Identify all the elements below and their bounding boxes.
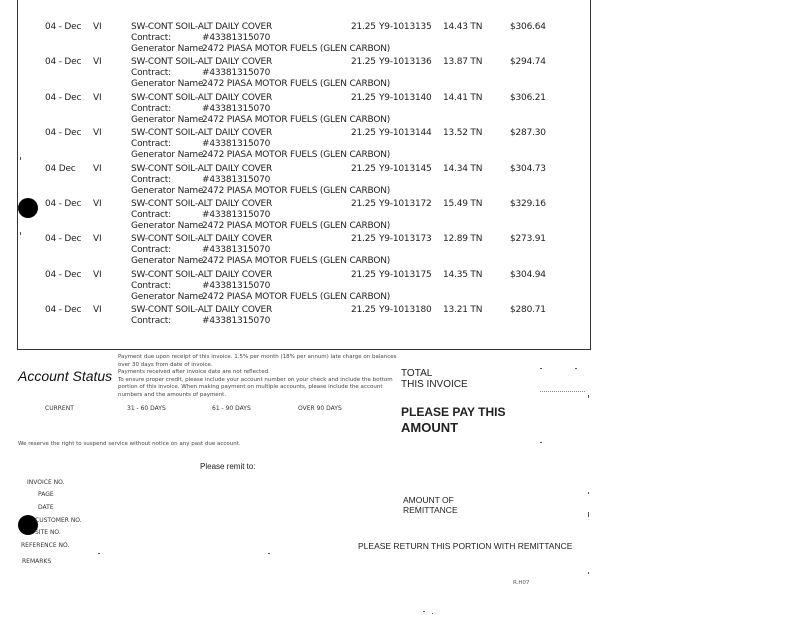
row-amount: $306.64 — [510, 22, 546, 32]
speck — [540, 368, 542, 369]
remit-field-label: REFERENCE NO. — [21, 542, 70, 549]
row-contract-number: #43381315070 — [202, 103, 271, 114]
row-description: SW-CONT SOIL-ALT DAILY COVER — [131, 305, 273, 316]
row-date: 04 - Dec — [45, 57, 82, 68]
row-contract-number: #43381315070 — [202, 245, 271, 256]
aging-61-90-label: 61 - 90 DAYS — [212, 405, 251, 412]
payment-terms-line: To ensure proper credit, please include your account number on your check and include the bottom — [118, 376, 393, 383]
row-contract-label: Contract: — [131, 316, 171, 327]
row-generator-label: Generator Name — [131, 150, 204, 161]
row-contract-label: Contract: — [131, 210, 171, 220]
row-amount: $306.21 — [510, 92, 546, 103]
row-generator-label: Generator Name — [131, 114, 204, 125]
speck — [540, 442, 542, 443]
row-generator-name: 2472 PIASA MOTOR FUELS (GLEN CARBON) — [202, 185, 391, 196]
speck — [20, 157, 21, 160]
payment-terms-line: over 30 days from date of invoice. — [118, 361, 213, 368]
row-quantity: 21.25 — [351, 305, 376, 316]
row-amount: $280.71 — [510, 305, 546, 316]
payment-terms-line: numbers and the amounts of payment. — [118, 391, 227, 398]
row-code: VI — [93, 163, 102, 174]
row-quantity: 21.25 — [351, 128, 376, 139]
row-code: VI — [93, 199, 102, 209]
row-quantity: 21.25 — [351, 234, 376, 245]
row-description: SW-CONT SOIL-ALT DAILY COVER — [131, 92, 273, 103]
amount-remittance-label-2: REMITTANCE — [403, 505, 458, 515]
row-tons: 13.52 TN — [443, 128, 483, 139]
row-ticket: Y9-1013173 — [379, 234, 432, 245]
row-contract-number: #43381315070 — [202, 139, 271, 150]
row-date: 04 - Dec — [45, 269, 82, 280]
punch-hole — [18, 198, 38, 218]
please-pay-label-2: AMOUNT — [401, 420, 459, 435]
row-date: 04 - Dec — [45, 234, 82, 245]
row-generator-label: Generator Name — [131, 221, 204, 231]
row-quantity: 21.25 — [351, 92, 376, 103]
speck — [423, 611, 425, 612]
row-date: 04 - Dec — [45, 128, 82, 139]
speck — [588, 492, 589, 494]
suspend-notice: We reserve the right to suspend service without notice on any past due account. — [18, 441, 241, 447]
row-description: SW-CONT SOIL-ALT DAILY COVER — [131, 163, 273, 174]
row-tons: 14.34 TN — [443, 163, 483, 174]
row-ticket: Y9-1013175 — [379, 269, 432, 280]
right-border — [590, 0, 591, 350]
row-quantity: 21.25 — [351, 163, 376, 174]
speck — [575, 368, 577, 369]
row-amount: $304.73 — [510, 163, 546, 174]
row-generator-name: 2472 PIASA MOTOR FUELS (GLEN CARBON) — [202, 221, 391, 231]
row-code: VI — [93, 128, 102, 139]
row-amount: $294.74 — [510, 57, 546, 68]
row-quantity: 21.25 — [351, 22, 376, 32]
row-contract-label: Contract: — [131, 103, 171, 114]
row-contract-label: Contract: — [131, 280, 171, 291]
speck — [588, 572, 589, 574]
remit-field-label: REMARKS — [22, 558, 52, 565]
payment-terms-line: Payments received after invoice date are not reflected. — [118, 369, 270, 375]
row-generator-name: 2472 PIASA MOTOR FUELS (GLEN CARBON) — [202, 44, 391, 54]
row-contract-number: #43381315070 — [202, 210, 271, 220]
row-description: SW-CONT SOIL-ALT DAILY COVER — [131, 57, 273, 68]
row-amount: $287.30 — [510, 128, 546, 139]
row-generator-name: 2472 PIASA MOTOR FUELS (GLEN CARBON) — [202, 150, 391, 161]
row-quantity: 21.25 — [351, 199, 376, 209]
row-contract-number: #43381315070 — [202, 280, 271, 291]
total-label-1: TOTAL — [401, 368, 433, 379]
speck — [268, 553, 270, 554]
row-description: SW-CONT SOIL-ALT DAILY COVER — [131, 199, 273, 209]
row-tons: 13.87 TN — [443, 57, 483, 68]
row-description: SW-CONT SOIL-ALT DAILY COVER — [131, 234, 273, 245]
row-date: 04 - Dec — [45, 305, 82, 316]
row-contract-label: Contract: — [131, 33, 171, 43]
row-tons: 13.21 TN — [443, 305, 483, 316]
row-description: SW-CONT SOIL-ALT DAILY COVER — [131, 269, 273, 280]
row-generator-label: Generator Name — [131, 185, 204, 196]
row-contract-number: #43381315070 — [202, 68, 271, 79]
row-generator-name: 2472 PIASA MOTOR FUELS (GLEN CARBON) — [202, 256, 391, 267]
row-generator-label: Generator Name — [131, 79, 204, 90]
row-contract-label: Contract: — [131, 139, 171, 150]
row-ticket: Y9-1013180 — [379, 305, 432, 316]
remit-field-label: DATE — [38, 504, 54, 511]
row-contract-label: Contract: — [131, 174, 171, 185]
row-ticket: Y9-1013172 — [379, 199, 432, 209]
row-generator-name: 2472 PIASA MOTOR FUELS (GLEN CARBON) — [202, 114, 391, 125]
speck — [588, 395, 589, 398]
row-description: SW-CONT SOIL-ALT DAILY COVER — [131, 22, 273, 32]
please-pay-label-1: PLEASE PAY THIS — [401, 405, 506, 419]
row-date: 04 Dec — [45, 163, 76, 174]
speck — [540, 391, 585, 393]
remit-field-label: SITE NO. — [35, 529, 61, 536]
row-code: VI — [93, 305, 102, 316]
row-contract-label: Contract: — [131, 68, 171, 79]
row-date: 04 - Dec — [45, 22, 82, 32]
speck — [432, 613, 433, 614]
row-generator-name: 2472 PIASA MOTOR FUELS (GLEN CARBON) — [202, 79, 391, 90]
row-contract-number: #43381315070 — [202, 174, 271, 185]
row-ticket: Y9-1013144 — [379, 128, 432, 139]
row-code: VI — [93, 92, 102, 103]
row-amount: $329.16 — [510, 199, 546, 209]
row-ticket: Y9-1013135 — [379, 22, 432, 32]
row-amount: $273.91 — [510, 234, 546, 245]
remit-to-label: Please remit to: — [200, 462, 256, 471]
row-contract-number: #43381315070 — [202, 33, 271, 43]
speck — [20, 232, 21, 235]
aging-over-90-label: OVER 90 DAYS — [298, 405, 342, 412]
row-code: VI — [93, 22, 102, 32]
row-ticket: Y9-1013140 — [379, 92, 432, 103]
row-quantity: 21.25 — [351, 269, 376, 280]
section-bottom-border — [17, 349, 591, 350]
row-generator-label: Generator Name — [131, 291, 204, 302]
aging-31-60-label: 31 - 60 DAYS — [127, 405, 166, 412]
row-quantity: 21.25 — [351, 57, 376, 68]
row-date: 04 - Dec — [45, 199, 82, 209]
speck — [588, 512, 589, 517]
row-generator-name: 2472 PIASA MOTOR FUELS (GLEN CARBON) — [202, 291, 391, 302]
payment-terms-line: Payment due upon receipt of this invoice. 1.5% per month (18% per annum) late charge on balances — [118, 354, 397, 360]
speck — [98, 553, 100, 554]
row-generator-label: Generator Name — [131, 44, 204, 54]
row-contract-number: #43381315070 — [202, 316, 271, 327]
row-amount: $304.94 — [510, 269, 546, 280]
row-tons: 14.35 TN — [443, 269, 483, 280]
left-border — [17, 0, 18, 350]
row-tons: 15.49 TN — [443, 199, 483, 209]
row-code: VI — [93, 234, 102, 245]
return-portion-notice: PLEASE RETURN THIS PORTION WITH REMITTANCE — [358, 541, 573, 551]
footer-code: R.H07 — [513, 580, 530, 586]
amount-remittance-label-1: AMOUNT OF — [403, 495, 454, 505]
row-code: VI — [93, 269, 102, 280]
remit-field-label: CUSTOMER NO. — [35, 517, 82, 524]
row-generator-label: Generator Name — [131, 256, 204, 267]
payment-terms-line: portion of this invoice. When making payment on multiple accounts, please include the account — [118, 384, 383, 390]
row-contract-label: Contract: — [131, 245, 171, 256]
row-tons: 12.89 TN — [443, 234, 483, 245]
row-description: SW-CONT SOIL-ALT DAILY COVER — [131, 128, 273, 139]
row-tons: 14.43 TN — [443, 22, 483, 32]
aging-current-label: CURRENT — [45, 405, 74, 412]
total-label-2: THIS INVOICE — [401, 379, 468, 390]
row-code: VI — [93, 57, 102, 68]
row-ticket: Y9-1013145 — [379, 163, 432, 174]
remit-field-label: INVOICE NO. — [27, 479, 65, 486]
row-ticket: Y9-1013136 — [379, 57, 432, 68]
remit-field-label: PAGE — [38, 491, 54, 498]
row-tons: 14.41 TN — [443, 92, 483, 103]
row-date: 04 - Dec — [45, 92, 82, 103]
account-status-title: Account Status — [18, 368, 113, 384]
